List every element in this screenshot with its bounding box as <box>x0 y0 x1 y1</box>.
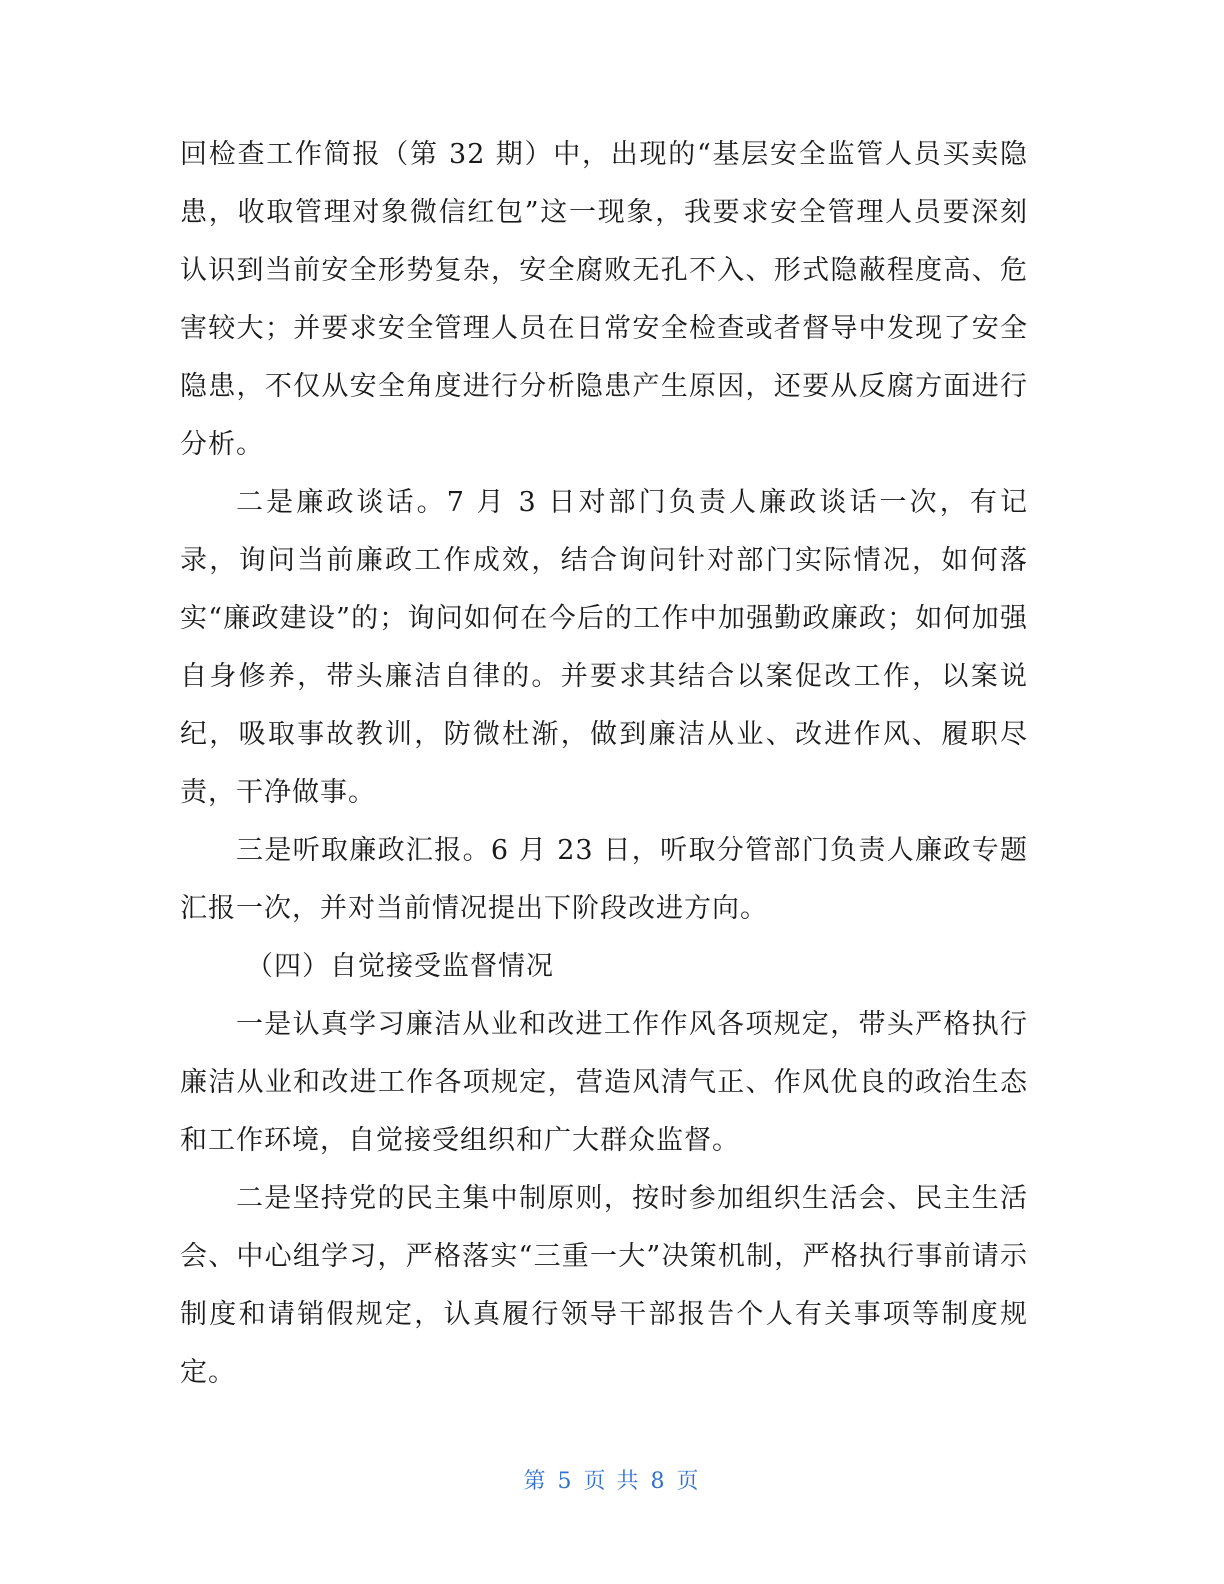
page-number-footer <box>0 1464 1224 1495</box>
paragraph-continued: 回检查工作简报（第 32 期）中，出现的“基层安全监管人员买卖隐患，收取管理对象微信红包”这一现象，我要求安全管理人员要深刻认识到当前安全形势复杂，安全腐败无孔不入、形式隐蔽程度高、危害较大；并要求安全管理人员在日常安全检查或者督导中发现了安全隐患，不仅从安全角度进行分析隐患产生原因，还要从反腐方面进行分析。 <box>180 139 1028 460</box>
footer-current-page: 5 <box>557 1469 574 1494</box>
section-heading-supervision: （四）自觉接受监督情况 <box>246 951 554 982</box>
paragraph-integrity-report: 三是听取廉政汇报。6 月 23 日，听取分管部门负责人廉政专题汇报一次，并对当前情况提出下阶段改进方向。 <box>180 835 1028 924</box>
document-body <box>180 126 1028 1402</box>
footer-prefix: 第 <box>523 1469 548 1494</box>
footer-suffix: 页 <box>676 1469 701 1494</box>
footer-total-pages: 8 <box>650 1469 667 1494</box>
paragraph-integrity-talk: 二是廉政谈话。7 月 3 日对部门负责人廉政谈话一次，有记录，询问当前廉政工作成效，结合询问针对部门实际情况，如何落实“廉政建设”的；询问如何在今后的工作中加强勤政廉政；如何加强自身修养，带头廉洁自律的。并要求其结合以案促改工作，以案说纪，吸取事故教训，防微杜渐，做到廉洁从业、改进作风、履职尽责，干净做事。 <box>180 487 1028 808</box>
paragraph-democratic-centralism: 二是坚持党的民主集中制原则，按时参加组织生活会、民主生活会、中心组学习，严格落实“三重一大”决策机制，严格执行事前请示制度和请销假规定，认真履行领导干部报告个人有关事项等制度规定。 <box>180 1183 1028 1388</box>
paragraph-study-rules: 一是认真学习廉洁从业和改进工作作风各项规定，带头严格执行廉洁从业和改进工作各项规定，营造风清气正、作风优良的政治生态和工作环境，自觉接受组织和广大群众监督。 <box>180 1009 1028 1156</box>
footer-middle: 页 共 <box>583 1469 641 1494</box>
